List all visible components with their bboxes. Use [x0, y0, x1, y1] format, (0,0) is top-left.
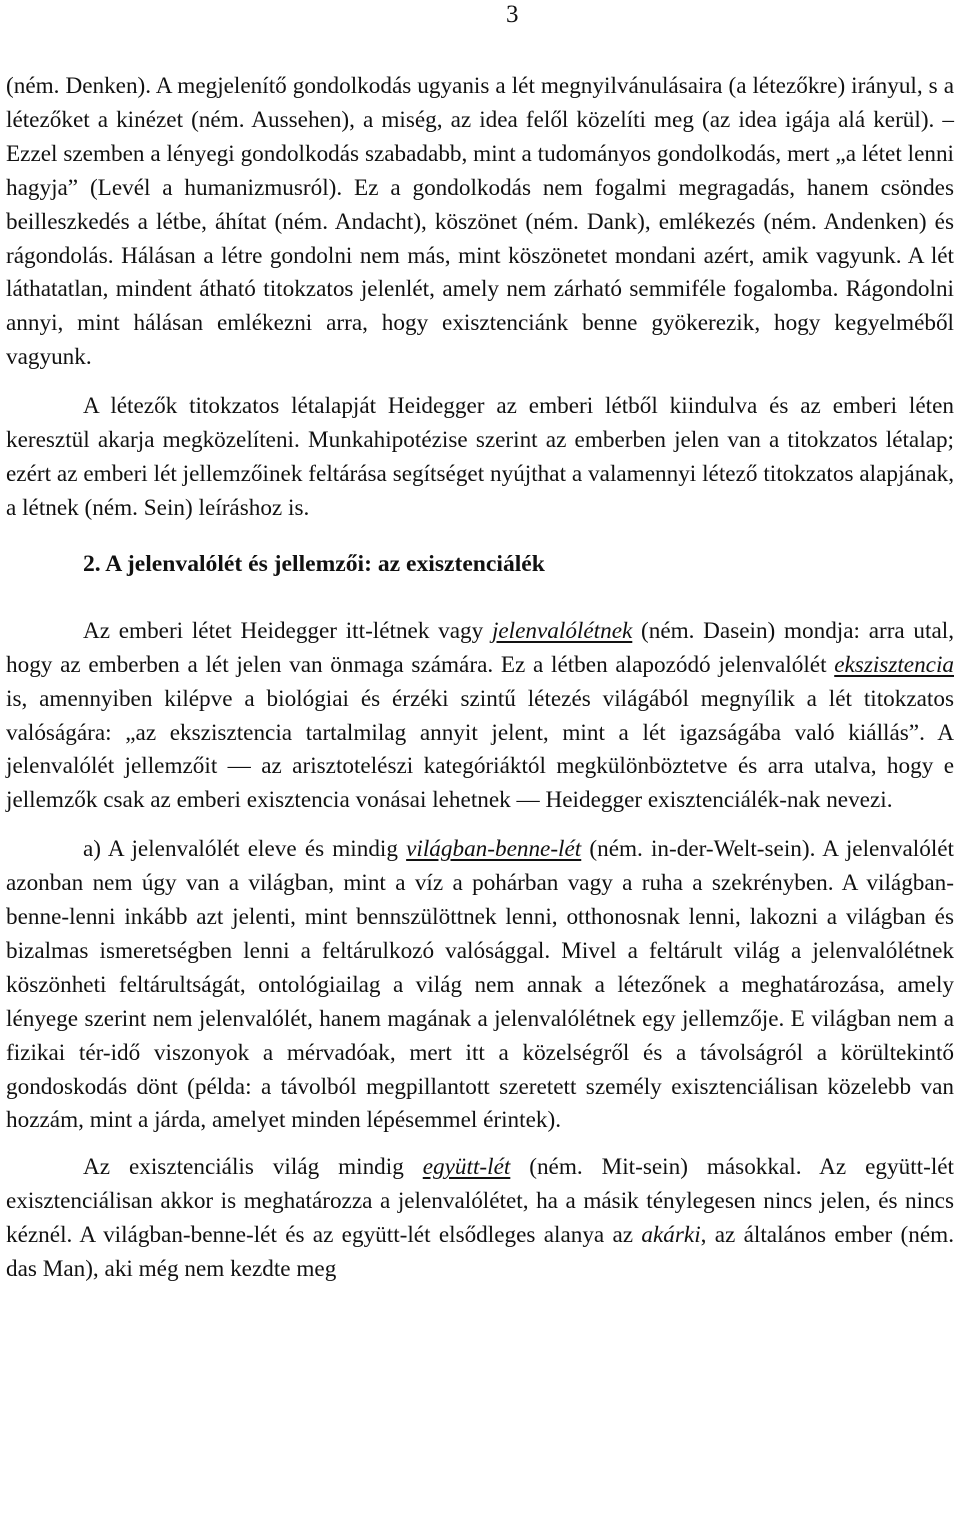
term-akarki: akárki	[641, 1222, 701, 1249]
term-vilagban-benne-let: világban-benne-lét	[406, 836, 582, 863]
term-egyutt-let: együtt-lét	[422, 1154, 511, 1181]
text-run: (ném. Dasein) mondja: arra utal, hogy az emberben a lét jelen van önmaga számára. Ez a létben alapozódó jelenvalólét	[6, 617, 954, 678]
text-run: Az exisztenciális világ mindig	[83, 1154, 423, 1181]
paragraph	[6, 615, 954, 818]
section-heading: 2. A jelenvalólét és jellemzői: az exisztenciálék	[83, 550, 545, 577]
text-run: Az emberi létet Heidegger itt-létnek vagy	[83, 617, 492, 644]
term-jelenvalolet: jelenvalólétnek	[491, 617, 633, 644]
text-run: (ném. Mit-sein) másokkal. Az együtt-lét exisztenciálisan akkor is meghatározza a jelenvalólétet, ha a másik ténylegesen nincs jelen, és nincs kéznél. A világban-benne-lét és az együtt-lét elsődleges alanya az	[6, 1154, 954, 1249]
text-run: is, amennyiben kilépve a biológiai és érzéki szintű létezés világából megnyílik a lét titokzatos valóságára: „az ekszisztencia tartalmilag annyit jelent, mint a lét igazságába való kiállás”. A jelenvalólét jellemzőit — az arisztotelészi kategóriáktól megkülönböztetve és arra utalva, hogy e jellemzők csak az emberi exisztencia vonásai lehetnek — Heidegger exisztenciálék-nak nevezi.	[6, 685, 954, 814]
text-run: , az általános ember (ném. das Man), aki még nem kezdte meg	[6, 1222, 955, 1283]
document-body	[6, 70, 954, 1287]
text-run: (ném. in-der-Welt-sein). A jelenvalólét azonban nem úgy van a világban, mint a víz a pohárban vagy a ruha a szekrényben. A világban-benne-lenni inkább azt jelenti, mint bennszülöttnek lenni, otthonosnak lenni, lakozni a világban és bizalmas ismeretségben lenni a feltárulkozó valósággal. Mivel a feltárult világ a jelenvalólétnek köszönheti feltárultságát, ontológiailag a világ nem annak a létezőnek a meghatározása, amely lényege szerint nem jelenvalólét, hanem magának a jelenvalólétnek egy jellemzője. E világban nem a fizikai tér-idő viszonyok a mérvadóak, mert itt a közelségről és a távolságról a körültekintő gondoskodás dönt (példa: a távolból megpillantott szeretett személy exisztenciálisan közelebb van hozzám, mint a járda, amelyet minden lépésemmel érintek).	[6, 836, 954, 1134]
paragraph	[6, 1151, 954, 1287]
text-run: a) A jelenvalólét eleve és mindig	[83, 836, 407, 863]
paragraph: A létezők titokzatos létalapját Heidegger az emberi létből kiindulva és az emberi léten keresztül akarja megközelíteni. Munkahipotézise szerint az emberben jelen van a titokzatos létalap; ezért az emberi lét jellemzőinek feltárása segítséget nyújthat a valamennyi létező titokzatos alapjának, a létnek (ném. Sein) leíráshoz is.	[6, 393, 954, 521]
paragraph	[6, 833, 954, 1138]
page-number: 3	[506, 1, 519, 28]
paragraph: (ném. Denken). A megjelenítő gondolkodás ugyanis a lét megnyilvánulásaira (a létezőkre) irányul, s a létezőket a kinézet (ném. Aussehen), a miség, az idea felől közelíti meg (az idea igája alá kerül). – Ezzel szemben a lényegi gondolkodás szabadabb, mint a tudományos gondolkodás, mert „a létet lenni hagyja” (Levél a humanizmusról). Ez a gondolkodás nem fogalmi megragadás, hanem csöndes beilleszkedés a létbe, áhítat (ném. Andacht), köszönet (ném. Dank), emlékezés (ném. Andenken) és rágondolás. Hálásan a létre gondolni nem más, mint köszönetet mondani azért, amik vagyunk. A lét láthatatlan, mindent átható titokzatos jelenlét, amely nem zárható semmiféle fogalomba. Rágondolni annyi, mint hálásan emlékezni arra, hogy exisztenciánk benne gyökerezik, hogy kegyelméből vagyunk.	[6, 73, 954, 371]
term-ekszisztencia: ekszisztencia	[834, 651, 954, 678]
